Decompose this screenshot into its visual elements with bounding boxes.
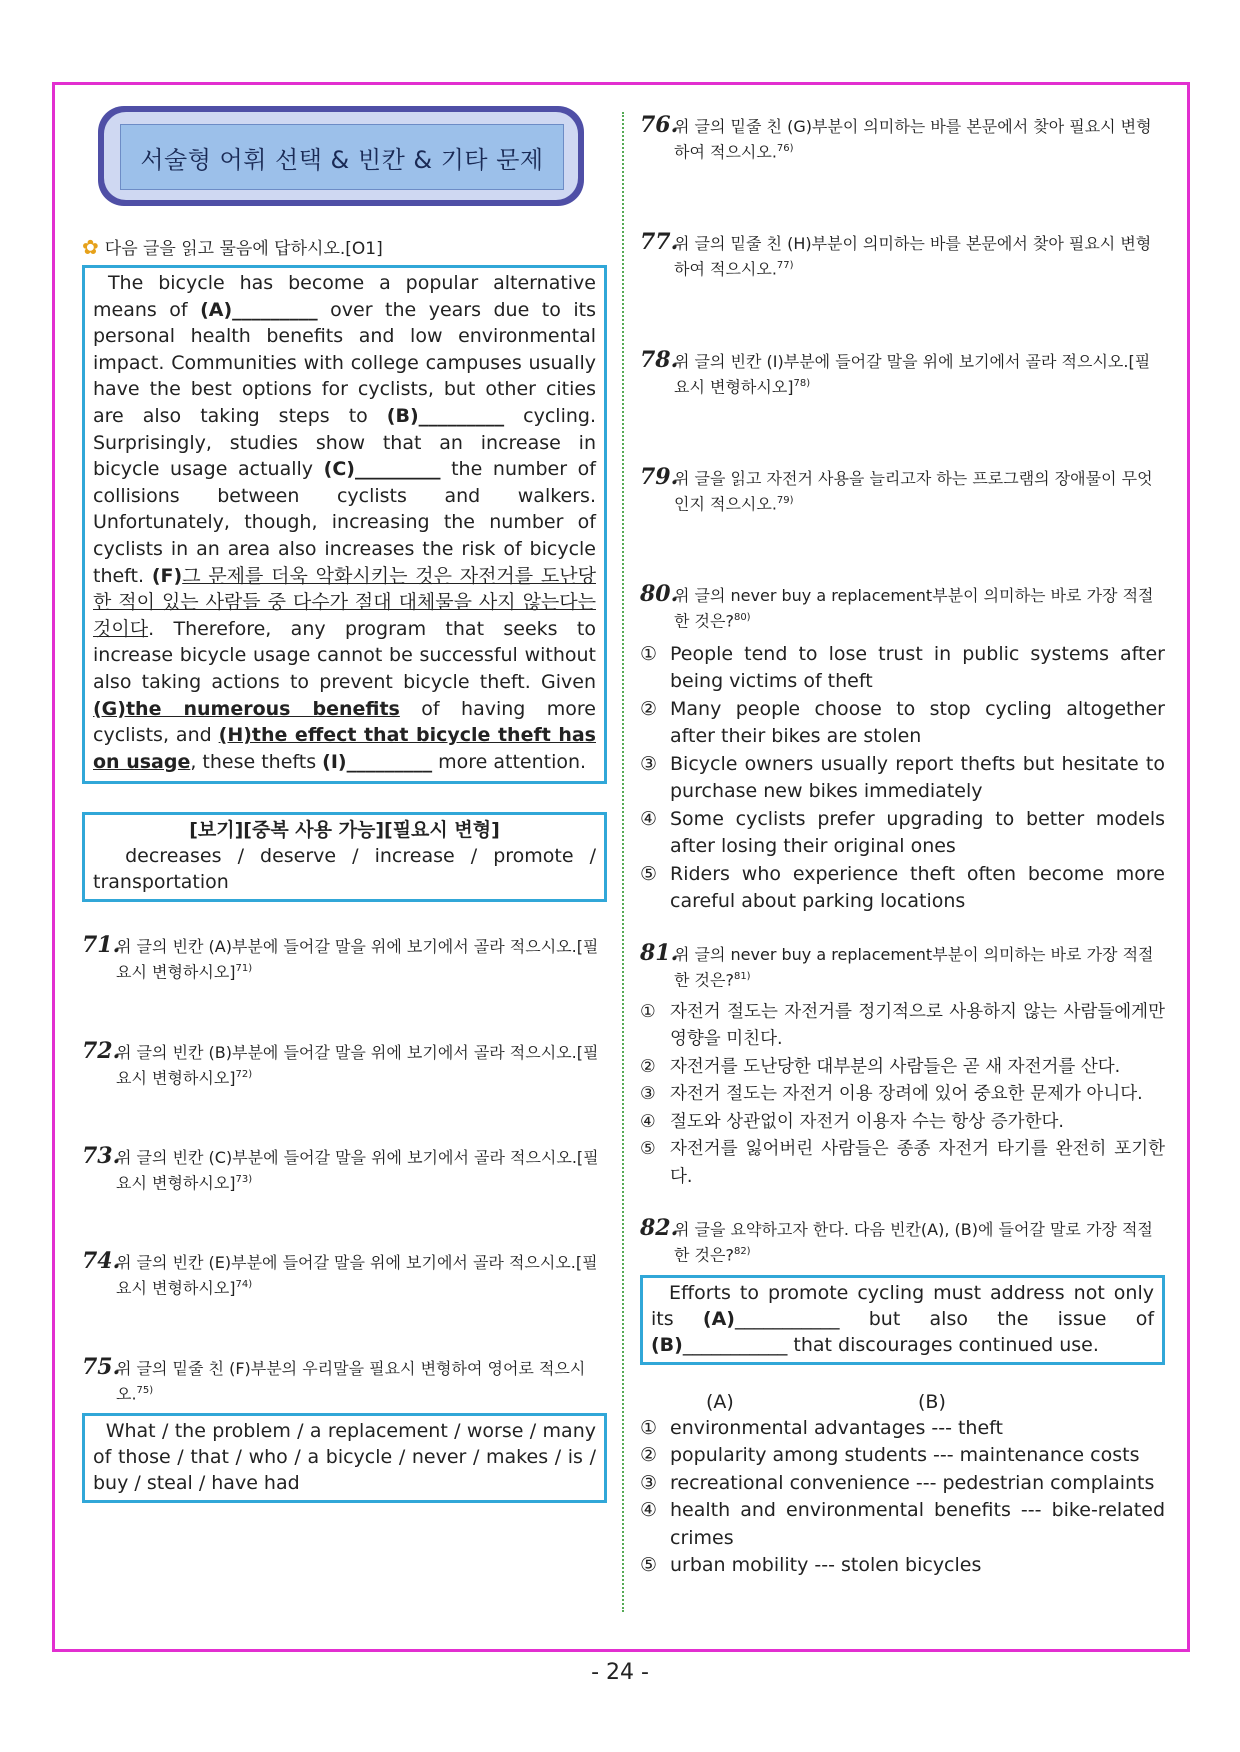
section-title: 서술형 어휘 선택 & 빈칸 & 기타 문제 bbox=[120, 124, 564, 190]
footnote-ref: 77) bbox=[776, 260, 794, 272]
choice-text: 자전거 절도는 자전거 이용 장려에 있어 중요한 문제가 아니다. bbox=[670, 1084, 1143, 1105]
choice-marker: ⑤ bbox=[640, 862, 658, 885]
question-number: 71. bbox=[82, 932, 121, 959]
q75-word-box bbox=[82, 1413, 607, 1503]
choice-text: urban mobility --- stolen bicycles bbox=[670, 1554, 982, 1577]
choice[interactable] bbox=[640, 1081, 1165, 1109]
q81-choices bbox=[640, 999, 1165, 1192]
choice[interactable] bbox=[640, 1442, 1165, 1470]
underlined-f: 그 문제를 더욱 악화시키는 것은 자전거를 도난당한 적이 있는 사람들 중 다수가 절대 대체물을 사지 않는다는 것이다 bbox=[93, 564, 596, 640]
choice-marker: ⑤ bbox=[640, 1139, 656, 1160]
choice[interactable] bbox=[640, 641, 1165, 696]
footnote-ref: 75) bbox=[136, 1384, 154, 1396]
word-bank-header: [보기][중복 사용 가능][필요시 변형] bbox=[189, 819, 500, 842]
choice[interactable] bbox=[640, 1054, 1165, 1082]
word-bank-box bbox=[82, 812, 607, 902]
choice[interactable] bbox=[640, 751, 1165, 806]
footnote-ref: 73) bbox=[235, 1173, 253, 1185]
section-title-badge bbox=[98, 106, 584, 206]
instruction bbox=[82, 234, 607, 259]
reading-passage bbox=[82, 265, 607, 784]
answer-column-headers bbox=[640, 1391, 1165, 1413]
summary-blank-b: ___________ bbox=[682, 1333, 788, 1356]
label-f: (F) bbox=[151, 564, 183, 587]
choice-text: Bicycle owners usually report thefts but hesitate to purchase new bikes immediately bbox=[670, 752, 1165, 803]
question-77 bbox=[640, 229, 1165, 280]
choice-marker: ③ bbox=[640, 1471, 658, 1494]
choice-text: 절도와 상관없이 자전거 이용자 수는 항상 증가한다. bbox=[670, 1111, 1064, 1132]
q82-choices bbox=[640, 1415, 1165, 1580]
question-82 bbox=[640, 1215, 1165, 1266]
passage-text: more attention. bbox=[432, 750, 587, 773]
question-text: 위 글의 빈칸 (B)부분에 들어갈 말을 위에 보기에서 골라 적으시오.[필요시 변형하시오] bbox=[116, 1042, 599, 1087]
choice[interactable] bbox=[640, 1415, 1165, 1443]
question-text: 위 글의 빈칸 (I)부분에 들어갈 말을 위에 보기에서 골라 적으시오.[필요시 변형하시오] bbox=[674, 351, 1151, 396]
question-text: 위 글의 빈칸 (A)부분에 들어갈 말을 위에 보기에서 골라 적으시오.[필요시 변형하시오] bbox=[116, 937, 599, 982]
question-81 bbox=[640, 939, 1165, 991]
choice[interactable] bbox=[640, 861, 1165, 916]
question-78 bbox=[640, 346, 1165, 398]
question-number: 78. bbox=[640, 346, 679, 373]
blank-a: (A)_________ bbox=[200, 298, 318, 321]
question-number: 76. bbox=[640, 112, 679, 138]
question-79 bbox=[640, 463, 1165, 515]
footnote-ref: 76) bbox=[776, 143, 794, 154]
question-text: 위 글의 밑줄 친 (F)부분의 우리말을 필요시 변형하여 영어로 적으시오. bbox=[116, 1358, 586, 1403]
blank-b: (B)_________ bbox=[386, 404, 505, 427]
choice-text: Riders who experience theft often become more careful about parking locations bbox=[670, 862, 1165, 913]
underlined-g: (G)the numerous benefits bbox=[93, 697, 400, 720]
footnote-ref: 71) bbox=[235, 963, 253, 975]
underlined-h: (H)the effect that bicycle theft has on usage bbox=[93, 724, 596, 773]
summary-label-b: (B) bbox=[651, 1333, 683, 1356]
word-bank-list: decreases / deserve / increase / promote / transportation bbox=[93, 845, 596, 894]
footnote-ref: 79) bbox=[776, 494, 794, 506]
choice-marker: ④ bbox=[640, 1499, 658, 1522]
choice[interactable] bbox=[640, 806, 1165, 861]
summary-box bbox=[640, 1275, 1165, 1365]
choice-text: People tend to lose trust in public systems after being victims of theft bbox=[670, 642, 1165, 693]
passage-text: The bicycle has become a popular alternative means of bbox=[93, 272, 596, 321]
choice-marker: ① bbox=[640, 642, 658, 665]
choice[interactable] bbox=[640, 1497, 1165, 1552]
question-number: 72. bbox=[82, 1037, 121, 1064]
footnote-ref: 72) bbox=[235, 1068, 253, 1080]
summary-blank-a: ___________ bbox=[734, 1307, 840, 1330]
choice-text: 자전거를 잃어버린 사람들은 종종 자전거 타기를 완전히 포기한다. bbox=[670, 1139, 1165, 1187]
question-number: 79. bbox=[640, 463, 679, 490]
choice-marker: ③ bbox=[640, 1084, 656, 1105]
question-text: 위 글의 never buy a replacement부분이 의미하는 바로 가장 적절한 것은? bbox=[674, 944, 1154, 989]
summary-text: Efforts to promote cycling must address not only its bbox=[651, 1281, 1154, 1330]
choice[interactable] bbox=[640, 999, 1165, 1054]
page-number: - 24 - bbox=[591, 1660, 649, 1685]
choice[interactable] bbox=[640, 1470, 1165, 1498]
question-text: 위 글의 빈칸 (C)부분에 들어갈 말을 위에 보기에서 골라 적으시오.[필요시 변형하시오] bbox=[116, 1147, 599, 1193]
choice-text: Many people choose to stop cycling altogether after their bikes are stolen bbox=[670, 697, 1165, 748]
choice-marker: ② bbox=[640, 1056, 656, 1077]
question-number: 80. bbox=[640, 581, 679, 608]
blank-i: (I)_________ bbox=[322, 750, 433, 773]
question-number: 74. bbox=[82, 1248, 121, 1275]
question-number: 77. bbox=[640, 229, 679, 256]
question-76 bbox=[640, 112, 1165, 163]
choice-marker: ⑤ bbox=[640, 1554, 658, 1577]
choice-marker: ② bbox=[640, 697, 658, 720]
choice-marker: ④ bbox=[640, 1111, 656, 1132]
instruction-text: 다음 글을 읽고 물음에 답하시오.[O1] bbox=[104, 239, 383, 259]
choice-marker: ③ bbox=[640, 752, 658, 775]
question-number: 75. bbox=[82, 1353, 121, 1380]
choice[interactable] bbox=[640, 1552, 1165, 1580]
choice-text: environmental advantages --- theft bbox=[670, 1416, 1003, 1439]
q75-words: What / the problem / a replacement / worse / many of those / that / who / a bicycle / never / makes / is / buy / steal / have had bbox=[93, 1419, 596, 1494]
passage-text: the number of collisions between cyclists and walkers. Unfortunately, though, increasing the number of cyclists in an area also increases the risk of bicycle theft. bbox=[93, 458, 596, 587]
choice-marker: ① bbox=[640, 1416, 658, 1439]
question-number: 82. bbox=[640, 1215, 679, 1242]
question-71 bbox=[82, 932, 607, 983]
footnote-ref: 74) bbox=[235, 1279, 253, 1291]
word-bank-words bbox=[93, 843, 596, 895]
passage-text: of having more cyclists, and bbox=[93, 697, 596, 747]
q80-choices bbox=[640, 641, 1165, 916]
question-text: 위 글의 빈칸 (E)부분에 들어갈 말을 위에 보기에서 골라 적으시오.[필요시 변형하시오] bbox=[116, 1253, 598, 1298]
choice[interactable] bbox=[640, 1136, 1165, 1191]
question-72 bbox=[82, 1037, 607, 1089]
question-80 bbox=[640, 581, 1165, 632]
passage-text: . Therefore, any program that seeks to increase bicycle usage cannot be successful without also taking actions to prevent bicycle theft. Given bbox=[93, 617, 596, 693]
question-text: 위 글의 밑줄 친 (H)부분이 의미하는 바를 본문에서 찾아 필요시 변형하여 적으시오. bbox=[674, 234, 1152, 279]
choice-marker: ④ bbox=[640, 807, 658, 830]
passage-text: cycling. Surprisingly, studies show that an increase in bicycle usage actually bbox=[93, 404, 596, 481]
choice-text: recreational convenience --- pedestrian complaints bbox=[670, 1471, 1155, 1494]
summary-label-a: (A) bbox=[702, 1307, 735, 1330]
summary-text: that discourages continued use. bbox=[787, 1333, 1099, 1356]
footnote-ref: 81) bbox=[733, 970, 751, 982]
blank-c: (C)_________ bbox=[323, 458, 441, 481]
column-divider bbox=[622, 112, 624, 1612]
choice-marker: ② bbox=[640, 1444, 658, 1467]
left-column bbox=[82, 106, 607, 1503]
question-text: 위 글의 밑줄 친 (G)부분이 의미하는 바를 본문에서 찾아 필요시 변형하여 적으시오. bbox=[674, 117, 1152, 162]
footnote-ref: 82) bbox=[733, 1246, 751, 1258]
choice-text: popularity among students --- maintenance costs bbox=[670, 1444, 1140, 1467]
question-text: 위 글을 읽고 자전거 사용을 늘리고자 하는 프로그램의 장애물이 무엇인지 적으시오. bbox=[674, 468, 1153, 514]
summary-text: but also the issue of bbox=[839, 1307, 1155, 1330]
passage-text: over the years due to its personal health benefits and low environmental impact. Communities with college campuses usually have the best options for cyclists, but other cities are also taking steps to bbox=[93, 298, 596, 427]
choice[interactable] bbox=[640, 696, 1165, 751]
question-text: 위 글의 never buy a replacement부분이 의미하는 바로 가장 적절한 것은? bbox=[674, 586, 1154, 631]
choice-text: Some cyclists prefer upgrading to better models after losing their original ones bbox=[670, 807, 1165, 858]
question-text: 위 글을 요약하고자 한다. 다음 빈칸(A), (B)에 들어갈 말로 가장 적절한 것은? bbox=[674, 1220, 1153, 1265]
choice-text: 자전거 절도는 자전거를 정기적으로 사용하지 않는 사람들에게만 영향을 미친다. bbox=[670, 1001, 1165, 1050]
question-number: 73. bbox=[82, 1142, 121, 1169]
question-74 bbox=[82, 1248, 607, 1299]
right-column bbox=[640, 112, 1165, 1580]
passage-text: , these thefts bbox=[190, 750, 323, 773]
title-badge-frame bbox=[104, 112, 578, 200]
choice-marker: ① bbox=[640, 1001, 656, 1022]
footnote-ref: 80) bbox=[733, 612, 751, 624]
column-b-header: (B) bbox=[918, 1390, 946, 1413]
question-75 bbox=[82, 1353, 607, 1405]
column-a-header: (A) bbox=[706, 1390, 734, 1413]
choice-text: 자전거를 도난당한 대부분의 사람들은 곧 새 자전거를 산다. bbox=[670, 1056, 1121, 1077]
question-number: 81. bbox=[640, 939, 679, 966]
footnote-ref: 78) bbox=[793, 377, 811, 389]
flower-icon: ✿ bbox=[82, 234, 99, 259]
choice[interactable] bbox=[640, 1109, 1165, 1137]
choice-text: health and environmental benefits --- bike-related crimes bbox=[670, 1499, 1165, 1549]
question-73 bbox=[82, 1142, 607, 1194]
